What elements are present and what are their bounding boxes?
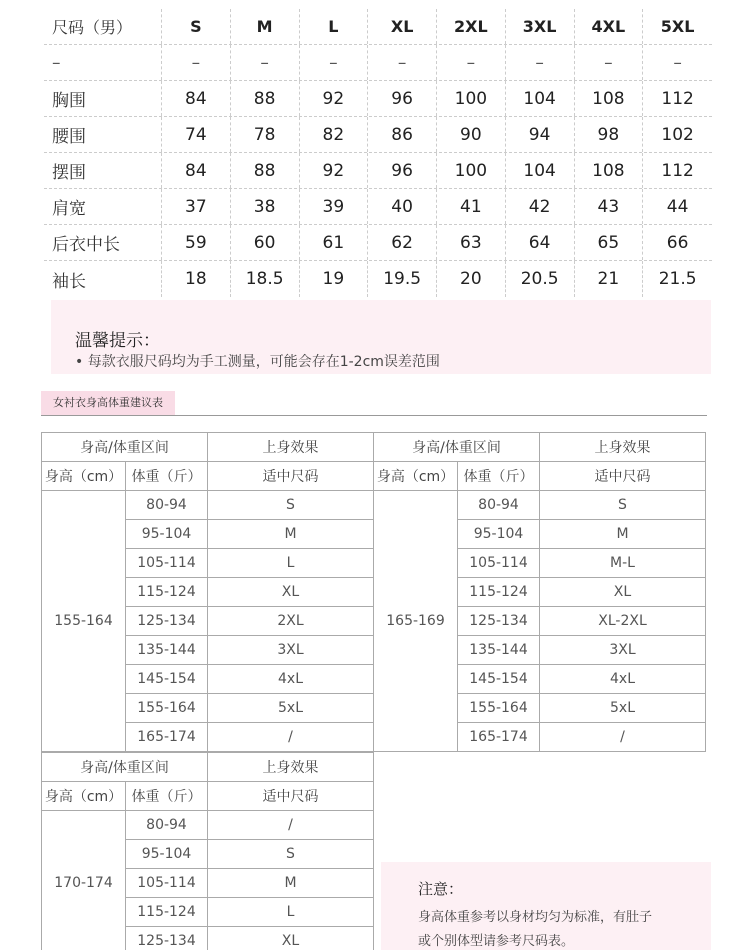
size-value-cell: 59 [162,225,231,260]
size-row-label: 摆围 [44,153,162,188]
note-line-1: 身高体重参考以身材均匀为标准，有肚子 [418,910,653,925]
range-header: 身高/体重区间 [374,433,540,462]
height-header: 身高（cm） [42,462,126,491]
height-header: 身高（cm） [374,462,458,491]
size-row [44,81,712,117]
fit-size-header: 适中尺码 [208,782,374,811]
weight-cell: 155-164 [458,694,540,723]
weight-cell: 95-104 [126,840,208,869]
height-range-cell: 170-174 [42,811,126,950]
size-value-cell: 20.5 [506,261,575,297]
size-value-cell: 38 [231,189,300,224]
effect-header: 上身效果 [208,753,374,782]
size-row [44,225,712,261]
size-value-cell: 64 [506,225,575,260]
size-row-label: 袖长 [44,261,162,297]
dash-cell: – [673,52,682,73]
size-cell: M-L [540,549,706,578]
rec-subheader-row [374,462,706,491]
weight-cell: 105-114 [126,869,208,898]
size-row-label: 腰围 [44,117,162,152]
size-col-xl: XL [368,9,437,44]
size-cell: M [208,520,374,549]
size-value-cell: 92 [300,153,369,188]
size-cell: / [208,811,374,840]
size-col-5xl: 5XL [660,17,695,36]
size-col-4xl: 4XL [575,9,644,44]
size-cell: / [208,723,374,752]
size-col-l: L [300,9,369,44]
size-cell: 4xL [540,665,706,694]
size-row-label: 后衣中长 [44,225,162,260]
size-value-cell: 19.5 [368,261,437,297]
size-value-cell: 60 [231,225,300,260]
rec-header-row [42,753,374,782]
weight-cell: 125-134 [126,927,208,950]
size-value-cell: 108 [575,81,644,116]
size-chart [44,9,712,297]
size-cell: S [208,491,374,520]
size-value-cell: 43 [575,189,644,224]
fit-size-header: 适中尺码 [208,462,374,491]
rec-table [41,752,374,950]
size-cell: XL [208,927,374,950]
size-value-cell: 78 [231,117,300,152]
size-measure-rows [44,81,712,297]
size-cell: / [540,723,706,752]
dash-cell: – [506,45,575,80]
weight-cell: 125-134 [126,607,208,636]
effect-header: 上身效果 [540,433,706,462]
note-box [381,862,711,950]
size-value-cell: 74 [162,117,231,152]
weight-header: 体重（斤） [458,462,540,491]
size-value-cell: 90 [437,117,506,152]
size-row-label: 胸围 [44,81,162,116]
size-value-cell: 65 [575,225,644,260]
size-value-cell: 104 [506,153,575,188]
weight-cell: 125-134 [458,607,540,636]
weight-cell: 105-114 [126,549,208,578]
weight-cell: 155-164 [126,694,208,723]
size-value-cell: 88 [231,81,300,116]
dash-cell: – [300,45,369,80]
size-value-cell: 92 [300,81,369,116]
size-header-label: 尺码（男） [44,9,162,44]
size-row [44,117,712,153]
size-value-cell: 21 [575,261,644,297]
weight-cell: 165-174 [458,723,540,752]
tip-box [51,300,711,374]
dash-cell: – [231,45,300,80]
note-line-2: 或个别体型请参考尺码表。 [418,934,575,949]
size-value-cell: 37 [162,189,231,224]
note-title: 注意： [418,880,464,898]
weight-cell: 145-154 [458,665,540,694]
rec-subheader-row [42,462,374,491]
rec-row [374,491,706,520]
size-col-3xl: 3XL [506,9,575,44]
size-value-cell: 41 [437,189,506,224]
size-cell: M [540,520,706,549]
weight-cell: 165-174 [126,723,208,752]
rec-table [373,432,706,752]
size-value-cell: 96 [368,81,437,116]
height-header: 身高（cm） [42,782,126,811]
size-cell: 4xL [208,665,374,694]
fit-size-header: 适中尺码 [540,462,706,491]
size-value-cell: 66 [666,232,689,253]
size-value-cell: 21.5 [658,269,697,289]
size-cell: M [208,869,374,898]
size-row [44,153,712,189]
size-value-cell: 84 [162,153,231,188]
range-header: 身高/体重区间 [42,433,208,462]
size-value-cell: 112 [661,160,694,181]
size-value-cell: 42 [506,189,575,224]
size-cell: L [208,549,374,578]
weight-cell: 80-94 [126,491,208,520]
weight-cell: 95-104 [458,520,540,549]
section-title: 女衬衣身高体重建议表 [41,391,175,415]
rec-table [41,432,374,752]
size-value-cell: 61 [300,225,369,260]
weight-cell: 80-94 [126,811,208,840]
section-divider [41,415,707,416]
size-row-label: 肩宽 [44,189,162,224]
size-value-cell: 96 [368,153,437,188]
size-value-cell: 100 [437,81,506,116]
size-value-cell: 63 [437,225,506,260]
size-cell: XL-2XL [540,607,706,636]
weight-cell: 145-154 [126,665,208,694]
weight-cell: 135-144 [458,636,540,665]
size-value-cell: 108 [575,153,644,188]
height-range-cell: 155-164 [42,491,126,752]
size-cell: S [540,491,706,520]
dash-cell: – [437,45,506,80]
size-value-cell: 20 [437,261,506,297]
size-dash-row [44,45,712,81]
size-value-cell: 94 [506,117,575,152]
size-cell: 2XL [208,607,374,636]
dash-cell: – [162,45,231,80]
size-cell: 5xL [208,694,374,723]
size-value-cell: 104 [506,81,575,116]
size-value-cell: 84 [162,81,231,116]
size-cell: S [208,840,374,869]
tip-text: • 每款衣服尺码均为手工测量，可能会存在1-2cm误差范围 [75,354,440,370]
rec-header-row [42,433,374,462]
size-cell: 5xL [540,694,706,723]
dash-cell: – [44,45,162,80]
size-value-cell: 44 [666,196,689,217]
size-value-cell: 100 [437,153,506,188]
size-cell: 3XL [540,636,706,665]
size-col-2xl: 2XL [437,9,506,44]
range-header: 身高/体重区间 [42,753,208,782]
weight-header: 体重（斤） [126,462,208,491]
size-value-cell: 86 [368,117,437,152]
effect-header: 上身效果 [208,433,374,462]
size-value-cell: 102 [661,124,694,145]
size-value-cell: 112 [661,88,694,109]
size-value-cell: 62 [368,225,437,260]
size-cell: XL [208,578,374,607]
weight-cell: 95-104 [126,520,208,549]
size-col-s: S [162,9,231,44]
size-cell: 3XL [208,636,374,665]
size-col-m: M [231,9,300,44]
rec-row [42,491,374,520]
weight-header: 体重（斤） [126,782,208,811]
size-row [44,261,712,297]
size-value-cell: 18.5 [231,261,300,297]
size-row [44,189,712,225]
size-cell: L [208,898,374,927]
size-value-cell: 82 [300,117,369,152]
size-cell: XL [540,578,706,607]
weight-cell: 80-94 [458,491,540,520]
size-value-cell: 98 [575,117,644,152]
rec-row [42,811,374,840]
size-value-cell: 40 [368,189,437,224]
size-value-cell: 18 [162,261,231,297]
dash-cell: – [368,45,437,80]
weight-cell: 115-124 [126,578,208,607]
size-value-cell: 19 [300,261,369,297]
weight-cell: 105-114 [458,549,540,578]
rec-header-row [374,433,706,462]
weight-cell: 135-144 [126,636,208,665]
size-value-cell: 39 [300,189,369,224]
rec-subheader-row [42,782,374,811]
weight-cell: 115-124 [126,898,208,927]
dash-cell: – [575,45,644,80]
tip-title: 温馨提示： [75,331,160,351]
height-range-cell: 165-169 [374,491,458,752]
weight-cell: 115-124 [458,578,540,607]
size-value-cell: 88 [231,153,300,188]
size-header-row [44,9,712,45]
